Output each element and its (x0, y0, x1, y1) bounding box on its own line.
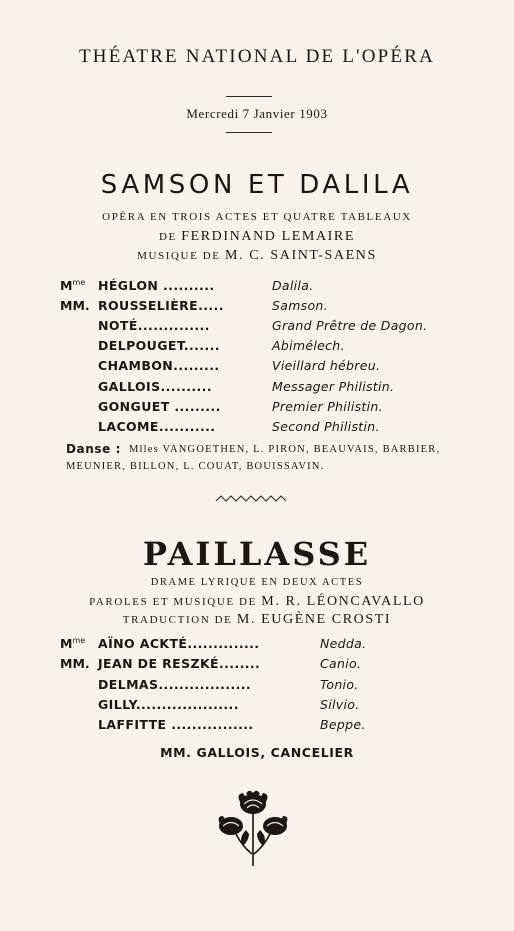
cast-role: Canio. (320, 656, 362, 672)
composer-name: M. C. SAINT-SAENS (224, 248, 377, 263)
cast-title-prefix: MM. (60, 298, 90, 314)
cast-role: Dalila. (272, 278, 314, 293)
librettist-prefix: DE (158, 231, 177, 243)
cast-row (0, 677, 514, 697)
cast-role: Messager Philistin. (272, 378, 395, 394)
cast-actor: DELPOUGET....... (98, 338, 220, 354)
cast-actor: AÏNO ACKTÉ.............. (98, 636, 260, 651)
cast-actor: GONGUET ......... (98, 398, 221, 414)
cast-role: Second Philistin. (272, 418, 380, 434)
cast-row (0, 379, 514, 399)
cast-row (0, 298, 514, 318)
composer-prefix: MUSIQUE DE (137, 250, 221, 262)
cast-actor: NOTÉ.............. (98, 318, 210, 334)
work1-librettist-line (0, 229, 514, 245)
cast-row (0, 656, 514, 676)
authors-name: M. R. LÉONCAVALLO (261, 594, 425, 609)
cast-row (0, 697, 514, 717)
cast-role: Samson. (272, 298, 328, 314)
cast-actor: LACOME........... (98, 418, 216, 434)
cast-title-prefix: $M^{me}$ (60, 278, 86, 293)
cast-row (0, 318, 514, 338)
date-rule (226, 132, 272, 133)
work2-authors-line (0, 594, 514, 610)
work1-composer-line (0, 248, 514, 264)
top-rule (226, 96, 272, 97)
cast-row (0, 419, 514, 439)
cast-role: Abimélech. (272, 338, 345, 354)
work2-credit: MM. GALLOIS, CANCELIER (160, 745, 354, 760)
flower-ornament-icon (216, 790, 290, 868)
performance-date: Mercredi 7 Janvier 1903 (186, 106, 328, 121)
cast-row (0, 636, 514, 656)
translation-prefix: TRADUCTION DE (122, 614, 233, 626)
translator-name: M. EUGÈNE CROSTI (236, 612, 392, 627)
work1-title: SAMSON ET DALILA (100, 170, 414, 200)
wave-divider-icon (214, 494, 290, 504)
cast-actor: LAFFITTE ................ (98, 717, 254, 733)
cast-row (0, 358, 514, 378)
authors-prefix: PAROLES ET MUSIQUE DE (89, 596, 257, 608)
danse-label: Danse : (66, 442, 122, 456)
danse-line-2: MEUNIER, BILLON, L. COUAT, BOUISSAVIN. (66, 461, 325, 472)
cast-row (0, 399, 514, 419)
cast-row (0, 717, 514, 737)
work2-translation-line (0, 612, 514, 628)
cast-title-prefix: MM. (60, 656, 90, 672)
work2-title: PAILLASSE (142, 535, 372, 573)
cast-actor: DELMAS.................. (98, 676, 252, 692)
cast-role: Grand Prêtre de Dagon. (272, 318, 428, 334)
cast-role: Silvio. (320, 696, 360, 712)
cast-role: Nedda. (320, 636, 367, 651)
cast-actor: GALLOIS.......... (98, 378, 212, 394)
cast-role: Premier Philistin. (272, 398, 383, 414)
danse-line-1: Mlles VANGOETHEN, L. PIRON, BEAUVAIS, BARBIER, (129, 444, 441, 455)
cast-actor: GILLY.................... (98, 696, 239, 712)
work1-subtitle: OPÉRA EN TROIS ACTES ET QUATRE TABLEAUX (102, 211, 412, 223)
work2-subtitle: DRAME LYRIQUE EN DEUX ACTES (150, 577, 364, 588)
cast-row (0, 338, 514, 358)
librettist-name: FERDINAND LEMAIRE (181, 229, 356, 244)
cast-title-prefix: $M^{me}$ (60, 636, 86, 651)
cast-actor: HÉGLON .......... (98, 278, 215, 293)
theatre-name: THÉATRE NATIONAL DE L'OPÉRA (78, 46, 436, 67)
cast-role: Vieillard hébreu. (272, 358, 381, 374)
cast-row (0, 278, 514, 298)
cast-actor: CHAMBON......... (98, 358, 220, 374)
cast-role: Tonio. (320, 676, 359, 692)
cast-role: Beppe. (320, 717, 366, 733)
cast-actor: ROUSSELIÈRE..... (98, 298, 224, 314)
cast-actor: JEAN DE RESZKÉ........ (98, 656, 261, 672)
